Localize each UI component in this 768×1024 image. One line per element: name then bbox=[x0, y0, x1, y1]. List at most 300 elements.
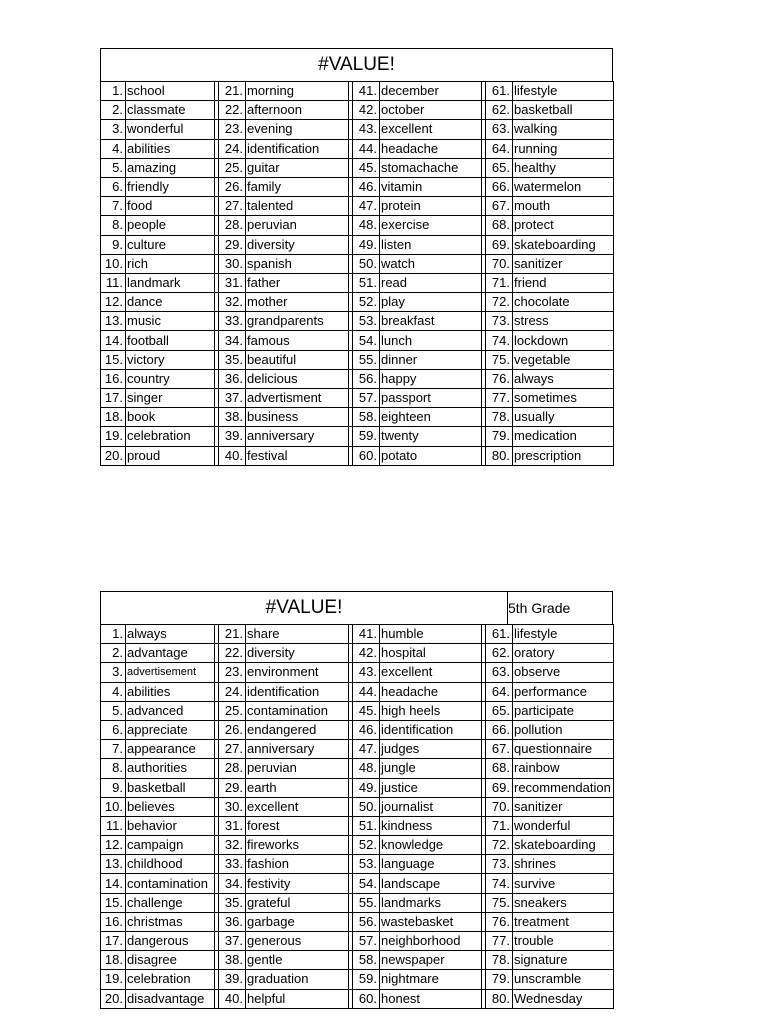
item-number: 2. bbox=[101, 101, 126, 120]
word-cell: advanced bbox=[126, 701, 215, 720]
item-number: 15. bbox=[101, 893, 126, 912]
word-cell: stress bbox=[513, 312, 614, 331]
word-cell: childhood bbox=[126, 855, 215, 874]
sheet-header bbox=[100, 591, 613, 624]
item-number: 33. bbox=[219, 312, 246, 331]
item-number: 27. bbox=[219, 740, 246, 759]
item-number: 32. bbox=[219, 836, 246, 855]
item-number: 45. bbox=[353, 701, 380, 720]
word-cell: contamination bbox=[246, 701, 349, 720]
word-cell: october bbox=[380, 101, 482, 120]
table-row bbox=[101, 235, 614, 254]
item-number: 53. bbox=[353, 855, 380, 874]
word-cell: singer bbox=[126, 389, 215, 408]
table-row bbox=[101, 408, 614, 427]
item-number: 71. bbox=[486, 273, 513, 292]
item-number: 4. bbox=[101, 682, 126, 701]
word-cell: headache bbox=[380, 139, 482, 158]
item-number: 24. bbox=[219, 682, 246, 701]
word-cell: stomachache bbox=[380, 158, 482, 177]
item-number: 19. bbox=[101, 427, 126, 446]
word-cell: friendly bbox=[126, 177, 215, 196]
item-number: 77. bbox=[486, 932, 513, 951]
word-cell: wastebasket bbox=[380, 912, 482, 931]
word-table bbox=[100, 624, 614, 1009]
table-row bbox=[101, 293, 614, 312]
item-number: 45. bbox=[353, 158, 380, 177]
table-row bbox=[101, 932, 614, 951]
word-cell: abilities bbox=[126, 682, 215, 701]
item-number: 10. bbox=[101, 797, 126, 816]
item-number: 49. bbox=[353, 778, 380, 797]
item-number: 12. bbox=[101, 836, 126, 855]
item-number: 70. bbox=[486, 254, 513, 273]
table-row bbox=[101, 644, 614, 663]
item-number: 46. bbox=[353, 177, 380, 196]
item-number: 31. bbox=[219, 816, 246, 835]
item-number: 43. bbox=[353, 120, 380, 139]
item-number: 77. bbox=[486, 389, 513, 408]
word-cell: language bbox=[380, 855, 482, 874]
item-number: 51. bbox=[353, 273, 380, 292]
word-cell: newspaper bbox=[380, 951, 482, 970]
item-number: 64. bbox=[486, 139, 513, 158]
table-row bbox=[101, 874, 614, 893]
table-row bbox=[101, 82, 614, 101]
word-cell: passport bbox=[380, 389, 482, 408]
word-cell: medication bbox=[513, 427, 614, 446]
item-number: 60. bbox=[353, 989, 380, 1008]
word-cell: always bbox=[126, 625, 215, 644]
word-table bbox=[100, 81, 614, 466]
word-cell: kindness bbox=[380, 816, 482, 835]
item-number: 6. bbox=[101, 720, 126, 739]
item-number: 28. bbox=[219, 216, 246, 235]
word-cell: basketball bbox=[126, 778, 215, 797]
item-number: 1. bbox=[101, 82, 126, 101]
word-cell: amazing bbox=[126, 158, 215, 177]
word-cell: beautiful bbox=[246, 350, 349, 369]
item-number: 55. bbox=[353, 893, 380, 912]
word-cell: dinner bbox=[380, 350, 482, 369]
word-cell: potato bbox=[380, 446, 482, 465]
item-number: 80. bbox=[486, 446, 513, 465]
word-cell: watch bbox=[380, 254, 482, 273]
item-number: 38. bbox=[219, 408, 246, 427]
word-cell: believes bbox=[126, 797, 215, 816]
word-cell: guitar bbox=[246, 158, 349, 177]
item-number: 76. bbox=[486, 912, 513, 931]
item-number: 18. bbox=[101, 408, 126, 427]
item-number: 35. bbox=[219, 350, 246, 369]
word-cell: evening bbox=[246, 120, 349, 139]
item-number: 35. bbox=[219, 893, 246, 912]
item-number: 46. bbox=[353, 720, 380, 739]
item-number: 40. bbox=[219, 989, 246, 1008]
word-cell: proud bbox=[126, 446, 215, 465]
word-cell: environment bbox=[246, 663, 349, 682]
item-number: 50. bbox=[353, 254, 380, 273]
item-number: 57. bbox=[353, 389, 380, 408]
item-number: 9. bbox=[101, 235, 126, 254]
item-number: 62. bbox=[486, 644, 513, 663]
item-number: 2. bbox=[101, 644, 126, 663]
item-number: 53. bbox=[353, 312, 380, 331]
sheet-header bbox=[100, 48, 613, 81]
word-cell: rainbow bbox=[513, 759, 614, 778]
item-number: 8. bbox=[101, 216, 126, 235]
word-cell: wonderful bbox=[513, 816, 614, 835]
word-cell: rich bbox=[126, 254, 215, 273]
word-cell: campaign bbox=[126, 836, 215, 855]
item-number: 47. bbox=[353, 740, 380, 759]
item-number: 42. bbox=[353, 644, 380, 663]
word-cell: lifestyle bbox=[513, 625, 614, 644]
word-cell: father bbox=[246, 273, 349, 292]
word-list-sheet-1 bbox=[100, 48, 613, 466]
item-number: 44. bbox=[353, 682, 380, 701]
item-number: 13. bbox=[101, 312, 126, 331]
item-number: 8. bbox=[101, 759, 126, 778]
item-number: 11. bbox=[101, 816, 126, 835]
item-number: 72. bbox=[486, 836, 513, 855]
word-cell: sometimes bbox=[513, 389, 614, 408]
word-cell: wonderful bbox=[126, 120, 215, 139]
item-number: 1. bbox=[101, 625, 126, 644]
table-row bbox=[101, 855, 614, 874]
item-number: 41. bbox=[353, 82, 380, 101]
item-number: 48. bbox=[353, 759, 380, 778]
word-cell: prescription bbox=[513, 446, 614, 465]
item-number: 75. bbox=[486, 893, 513, 912]
word-cell: headache bbox=[380, 682, 482, 701]
word-cell: twenty bbox=[380, 427, 482, 446]
word-cell: excellent bbox=[380, 663, 482, 682]
word-cell: talented bbox=[246, 197, 349, 216]
word-cell: knowledge bbox=[380, 836, 482, 855]
item-number: 78. bbox=[486, 951, 513, 970]
item-number: 4. bbox=[101, 139, 126, 158]
word-cell: endangered bbox=[246, 720, 349, 739]
table-row bbox=[101, 720, 614, 739]
item-number: 21. bbox=[219, 82, 246, 101]
table-row bbox=[101, 797, 614, 816]
item-number: 36. bbox=[219, 912, 246, 931]
item-number: 54. bbox=[353, 331, 380, 350]
word-cell: appreciate bbox=[126, 720, 215, 739]
word-cell: running bbox=[513, 139, 614, 158]
item-number: 26. bbox=[219, 177, 246, 196]
word-cell: listen bbox=[380, 235, 482, 254]
table-row bbox=[101, 197, 614, 216]
word-cell: festivity bbox=[246, 874, 349, 893]
table-row bbox=[101, 740, 614, 759]
word-cell: identification bbox=[380, 720, 482, 739]
table-row bbox=[101, 701, 614, 720]
word-cell: dance bbox=[126, 293, 215, 312]
table-row bbox=[101, 427, 614, 446]
item-number: 61. bbox=[486, 82, 513, 101]
word-cell: contamination bbox=[126, 874, 215, 893]
item-number: 75. bbox=[486, 350, 513, 369]
word-cell: book bbox=[126, 408, 215, 427]
item-number: 69. bbox=[486, 778, 513, 797]
item-number: 79. bbox=[486, 427, 513, 446]
word-cell: culture bbox=[126, 235, 215, 254]
item-number: 80. bbox=[486, 989, 513, 1008]
word-cell: school bbox=[126, 82, 215, 101]
word-cell: observe bbox=[513, 663, 614, 682]
item-number: 16. bbox=[101, 912, 126, 931]
word-cell: humble bbox=[380, 625, 482, 644]
word-cell: lunch bbox=[380, 331, 482, 350]
word-cell: sanitizer bbox=[513, 254, 614, 273]
word-cell: disadvantage bbox=[126, 989, 215, 1008]
word-cell: generous bbox=[246, 932, 349, 951]
word-cell: anniversary bbox=[246, 740, 349, 759]
item-number: 31. bbox=[219, 273, 246, 292]
word-cell: helpful bbox=[246, 989, 349, 1008]
word-cell: mouth bbox=[513, 197, 614, 216]
word-cell: shrines bbox=[513, 855, 614, 874]
item-number: 26. bbox=[219, 720, 246, 739]
word-cell: people bbox=[126, 216, 215, 235]
word-cell: healthy bbox=[513, 158, 614, 177]
word-cell: morning bbox=[246, 82, 349, 101]
item-number: 39. bbox=[219, 970, 246, 989]
item-number: 47. bbox=[353, 197, 380, 216]
table-row bbox=[101, 369, 614, 388]
item-number: 68. bbox=[486, 759, 513, 778]
item-number: 50. bbox=[353, 797, 380, 816]
item-number: 59. bbox=[353, 427, 380, 446]
word-cell: challenge bbox=[126, 893, 215, 912]
table-row bbox=[101, 759, 614, 778]
word-cell: country bbox=[126, 369, 215, 388]
item-number: 14. bbox=[101, 874, 126, 893]
word-cell: food bbox=[126, 197, 215, 216]
item-number: 70. bbox=[486, 797, 513, 816]
table-row bbox=[101, 254, 614, 273]
word-cell: afternoon bbox=[246, 101, 349, 120]
word-cell: exercise bbox=[380, 216, 482, 235]
word-cell: dangerous bbox=[126, 932, 215, 951]
grade-label: 5th Grade bbox=[507, 592, 615, 624]
item-number: 27. bbox=[219, 197, 246, 216]
word-cell: christmas bbox=[126, 912, 215, 931]
word-cell: treatment bbox=[513, 912, 614, 931]
table-row bbox=[101, 139, 614, 158]
item-number: 30. bbox=[219, 797, 246, 816]
word-cell: skateboarding bbox=[513, 235, 614, 254]
table-row bbox=[101, 312, 614, 331]
table-row bbox=[101, 836, 614, 855]
word-cell: peruvian bbox=[246, 216, 349, 235]
word-cell: famous bbox=[246, 331, 349, 350]
item-number: 56. bbox=[353, 369, 380, 388]
table-row bbox=[101, 177, 614, 196]
word-cell: vegetable bbox=[513, 350, 614, 369]
item-number: 37. bbox=[219, 932, 246, 951]
word-cell: skateboarding bbox=[513, 836, 614, 855]
item-number: 69. bbox=[486, 235, 513, 254]
table-row bbox=[101, 816, 614, 835]
item-number: 32. bbox=[219, 293, 246, 312]
word-cell: honest bbox=[380, 989, 482, 1008]
table-row bbox=[101, 158, 614, 177]
table-row bbox=[101, 663, 614, 682]
item-number: 29. bbox=[219, 235, 246, 254]
table-row bbox=[101, 682, 614, 701]
sheet-title: #VALUE! bbox=[265, 597, 343, 618]
word-cell: landmark bbox=[126, 273, 215, 292]
item-number: 20. bbox=[101, 446, 126, 465]
item-number: 56. bbox=[353, 912, 380, 931]
item-number: 24. bbox=[219, 139, 246, 158]
item-number: 63. bbox=[486, 663, 513, 682]
item-number: 36. bbox=[219, 369, 246, 388]
item-number: 64. bbox=[486, 682, 513, 701]
word-cell: share bbox=[246, 625, 349, 644]
item-number: 49. bbox=[353, 235, 380, 254]
item-number: 73. bbox=[486, 312, 513, 331]
item-number: 12. bbox=[101, 293, 126, 312]
word-cell: advantage bbox=[126, 644, 215, 663]
table-row bbox=[101, 120, 614, 139]
item-number: 66. bbox=[486, 720, 513, 739]
item-number: 71. bbox=[486, 816, 513, 835]
word-cell: excellent bbox=[380, 120, 482, 139]
item-number: 63. bbox=[486, 120, 513, 139]
table-row bbox=[101, 989, 614, 1008]
word-cell: protein bbox=[380, 197, 482, 216]
word-cell: family bbox=[246, 177, 349, 196]
item-number: 25. bbox=[219, 158, 246, 177]
item-number: 42. bbox=[353, 101, 380, 120]
item-number: 61. bbox=[486, 625, 513, 644]
word-cell: recommendation bbox=[513, 778, 614, 797]
word-cell: abilities bbox=[126, 139, 215, 158]
item-number: 67. bbox=[486, 740, 513, 759]
word-cell: business bbox=[246, 408, 349, 427]
item-number: 34. bbox=[219, 874, 246, 893]
word-cell: sneakers bbox=[513, 893, 614, 912]
item-number: 29. bbox=[219, 778, 246, 797]
item-number: 74. bbox=[486, 331, 513, 350]
item-number: 52. bbox=[353, 293, 380, 312]
item-number: 22. bbox=[219, 644, 246, 663]
table-row bbox=[101, 912, 614, 931]
word-cell: always bbox=[513, 369, 614, 388]
item-number: 58. bbox=[353, 408, 380, 427]
table-row bbox=[101, 389, 614, 408]
item-number: 74. bbox=[486, 874, 513, 893]
table-row bbox=[101, 331, 614, 350]
word-cell: journalist bbox=[380, 797, 482, 816]
sheet-title: #VALUE! bbox=[318, 54, 395, 75]
word-cell: earth bbox=[246, 778, 349, 797]
item-number: 28. bbox=[219, 759, 246, 778]
word-cell: diversity bbox=[246, 235, 349, 254]
table-row bbox=[101, 350, 614, 369]
word-cell: trouble bbox=[513, 932, 614, 951]
table-row bbox=[101, 778, 614, 797]
word-cell: happy bbox=[380, 369, 482, 388]
table-row bbox=[101, 625, 614, 644]
item-number: 44. bbox=[353, 139, 380, 158]
word-cell: lockdown bbox=[513, 331, 614, 350]
item-number: 65. bbox=[486, 701, 513, 720]
item-number: 37. bbox=[219, 389, 246, 408]
item-number: 17. bbox=[101, 389, 126, 408]
item-number: 40. bbox=[219, 446, 246, 465]
item-number: 52. bbox=[353, 836, 380, 855]
item-number: 18. bbox=[101, 951, 126, 970]
item-number: 79. bbox=[486, 970, 513, 989]
word-cell: vitamin bbox=[380, 177, 482, 196]
table-row bbox=[101, 216, 614, 235]
item-number: 21. bbox=[219, 625, 246, 644]
item-number: 25. bbox=[219, 701, 246, 720]
word-cell: victory bbox=[126, 350, 215, 369]
word-cell: hospital bbox=[380, 644, 482, 663]
word-cell: grateful bbox=[246, 893, 349, 912]
item-number: 10. bbox=[101, 254, 126, 273]
item-number: 54. bbox=[353, 874, 380, 893]
word-cell: appearance bbox=[126, 740, 215, 759]
item-number: 67. bbox=[486, 197, 513, 216]
word-cell: usually bbox=[513, 408, 614, 427]
word-cell: performance bbox=[513, 682, 614, 701]
word-cell: delicious bbox=[246, 369, 349, 388]
word-cell: landmarks bbox=[380, 893, 482, 912]
item-number: 3. bbox=[101, 663, 126, 682]
item-number: 5. bbox=[101, 158, 126, 177]
item-number: 20. bbox=[101, 989, 126, 1008]
word-cell: unscramble bbox=[513, 970, 614, 989]
word-cell: mother bbox=[246, 293, 349, 312]
item-number: 58. bbox=[353, 951, 380, 970]
word-cell: authorities bbox=[126, 759, 215, 778]
word-cell: diversity bbox=[246, 644, 349, 663]
word-cell: neighborhood bbox=[380, 932, 482, 951]
word-cell: friend bbox=[513, 273, 614, 292]
table-row bbox=[101, 446, 614, 465]
word-cell: walking bbox=[513, 120, 614, 139]
item-number: 73. bbox=[486, 855, 513, 874]
item-number: 30. bbox=[219, 254, 246, 273]
word-cell: peruvian bbox=[246, 759, 349, 778]
word-cell: signature bbox=[513, 951, 614, 970]
item-number: 57. bbox=[353, 932, 380, 951]
item-number: 68. bbox=[486, 216, 513, 235]
word-cell: graduation bbox=[246, 970, 349, 989]
word-cell: basketball bbox=[513, 101, 614, 120]
item-number: 9. bbox=[101, 778, 126, 797]
item-number: 66. bbox=[486, 177, 513, 196]
word-cell: anniversary bbox=[246, 427, 349, 446]
item-number: 62. bbox=[486, 101, 513, 120]
table-row bbox=[101, 101, 614, 120]
item-number: 7. bbox=[101, 740, 126, 759]
word-cell: excellent bbox=[246, 797, 349, 816]
item-number: 13. bbox=[101, 855, 126, 874]
word-cell: sanitizer bbox=[513, 797, 614, 816]
word-cell: music bbox=[126, 312, 215, 331]
word-cell: participate bbox=[513, 701, 614, 720]
word-cell: behavior bbox=[126, 816, 215, 835]
item-number: 23. bbox=[219, 663, 246, 682]
